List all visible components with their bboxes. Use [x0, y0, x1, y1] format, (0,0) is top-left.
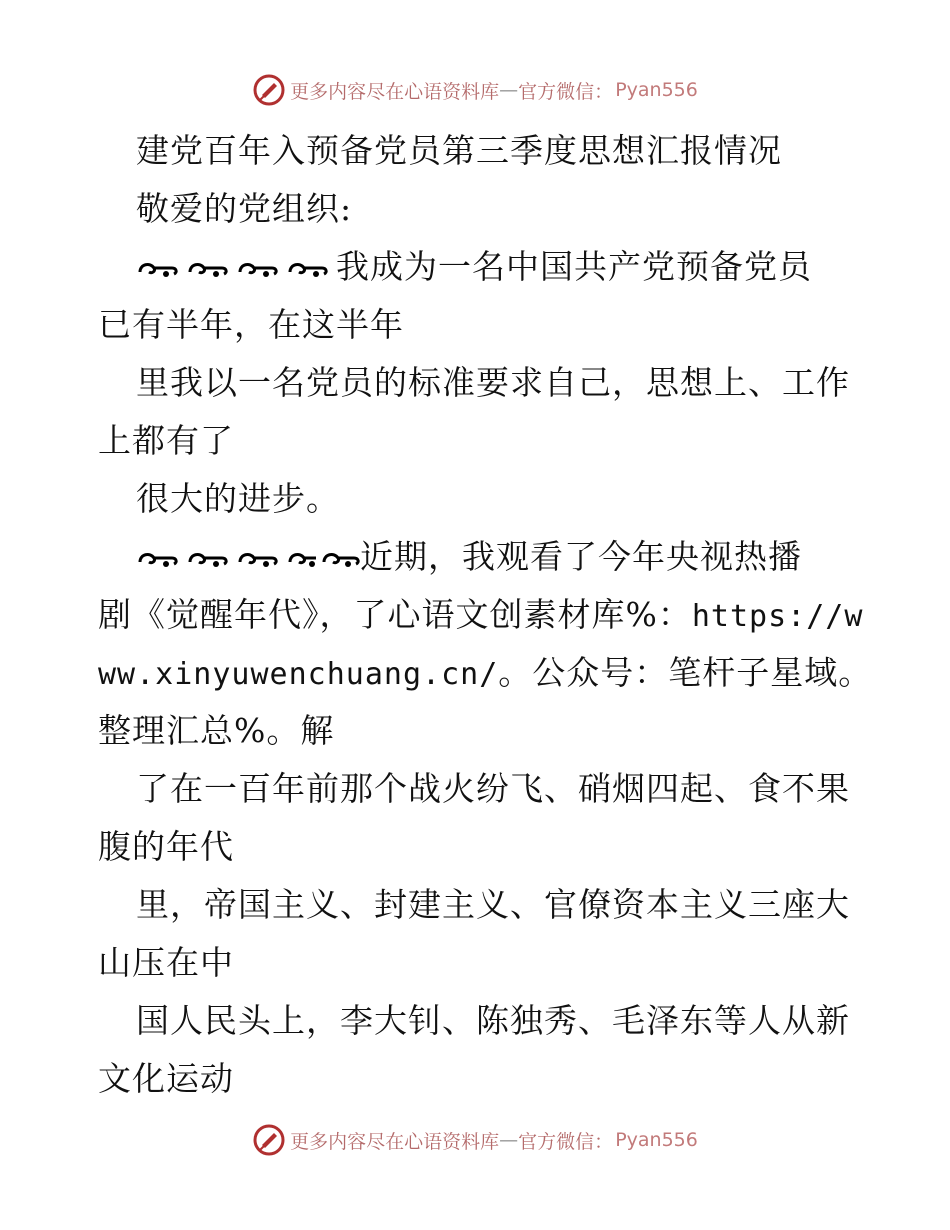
ornament-icon	[186, 258, 230, 280]
paragraph-2-line-5: 了在一百年前那个战火纷飞、硝烟四起、食不果	[136, 769, 850, 808]
paragraph-2-line-3-text: 。公众号：笔杆子星域。	[498, 653, 873, 692]
ornament-icon	[136, 258, 180, 280]
ornament-icon	[136, 548, 180, 570]
paragraph-2-line-2	[98, 586, 864, 644]
paragraph-2-line-2-text: 剧《觉醒年代》，了心语文创素材库%：	[98, 595, 692, 634]
website-url-part-1: https://w	[691, 599, 864, 634]
paragraph-1-line-3: 里我以一名党员的标准要求自己，思想上、工作	[136, 363, 850, 402]
ornament-icon	[286, 258, 330, 280]
ornament-icon	[286, 548, 320, 570]
paragraph-2-line-9: 国人民头上，李大钊、陈独秀、毛泽东等人从新	[136, 1001, 850, 1040]
document-title: 建党百年入预备党员第三季度思想汇报情况	[136, 131, 782, 170]
watermark-header	[0, 70, 950, 110]
ornament-icon	[186, 548, 230, 570]
paragraph-2-line-1	[98, 528, 858, 586]
paragraph-2-line-10: 文化运动	[98, 1059, 234, 1098]
paragraph-1-line-4: 上都有了	[98, 421, 234, 460]
paragraph-2-line-8: 山压在中	[98, 943, 234, 982]
ornament-icon	[320, 548, 360, 570]
paragraph-2-line-6: 腹的年代	[98, 827, 234, 866]
watermark-footer	[0, 1120, 950, 1160]
website-url-part-2: ww.xinyuwenchuang.cn/	[98, 657, 499, 692]
paragraph-2-text: 近期，我观看了今年央视热播	[360, 537, 802, 576]
salutation: 敬爱的党组织:	[136, 189, 353, 228]
logo-icon	[252, 1123, 286, 1157]
paragraph-1-text: 我成为一名中国共产党预备党员	[336, 247, 812, 286]
paragraph-2-line-3	[98, 644, 873, 702]
paragraph-1-line-1	[98, 238, 858, 296]
paragraph-2-line-7: 里，帝国主义、封建主义、官僚资本主义三座大	[136, 885, 850, 924]
watermark-label: 官方微信：	[518, 80, 614, 103]
watermark-dash: —	[499, 1129, 519, 1151]
watermark-label: 官方微信：	[518, 1130, 614, 1153]
document-body	[98, 122, 873, 1108]
ornament-icon	[236, 258, 280, 280]
watermark-id: Pyan556	[615, 1129, 698, 1151]
watermark-dash: —	[499, 79, 519, 101]
paragraph-1-line-5: 很大的进步。	[136, 479, 340, 518]
paragraph-2-line-4: 整理汇总%。解	[98, 711, 335, 750]
watermark-id: Pyan556	[615, 79, 698, 101]
ornament-icon	[236, 548, 280, 570]
watermark-text: 更多内容尽在心语资料库	[290, 1130, 500, 1153]
logo-icon	[252, 73, 286, 107]
watermark-text: 更多内容尽在心语资料库	[290, 80, 500, 103]
paragraph-1-line-2: 已有半年，在这半年	[98, 305, 404, 344]
